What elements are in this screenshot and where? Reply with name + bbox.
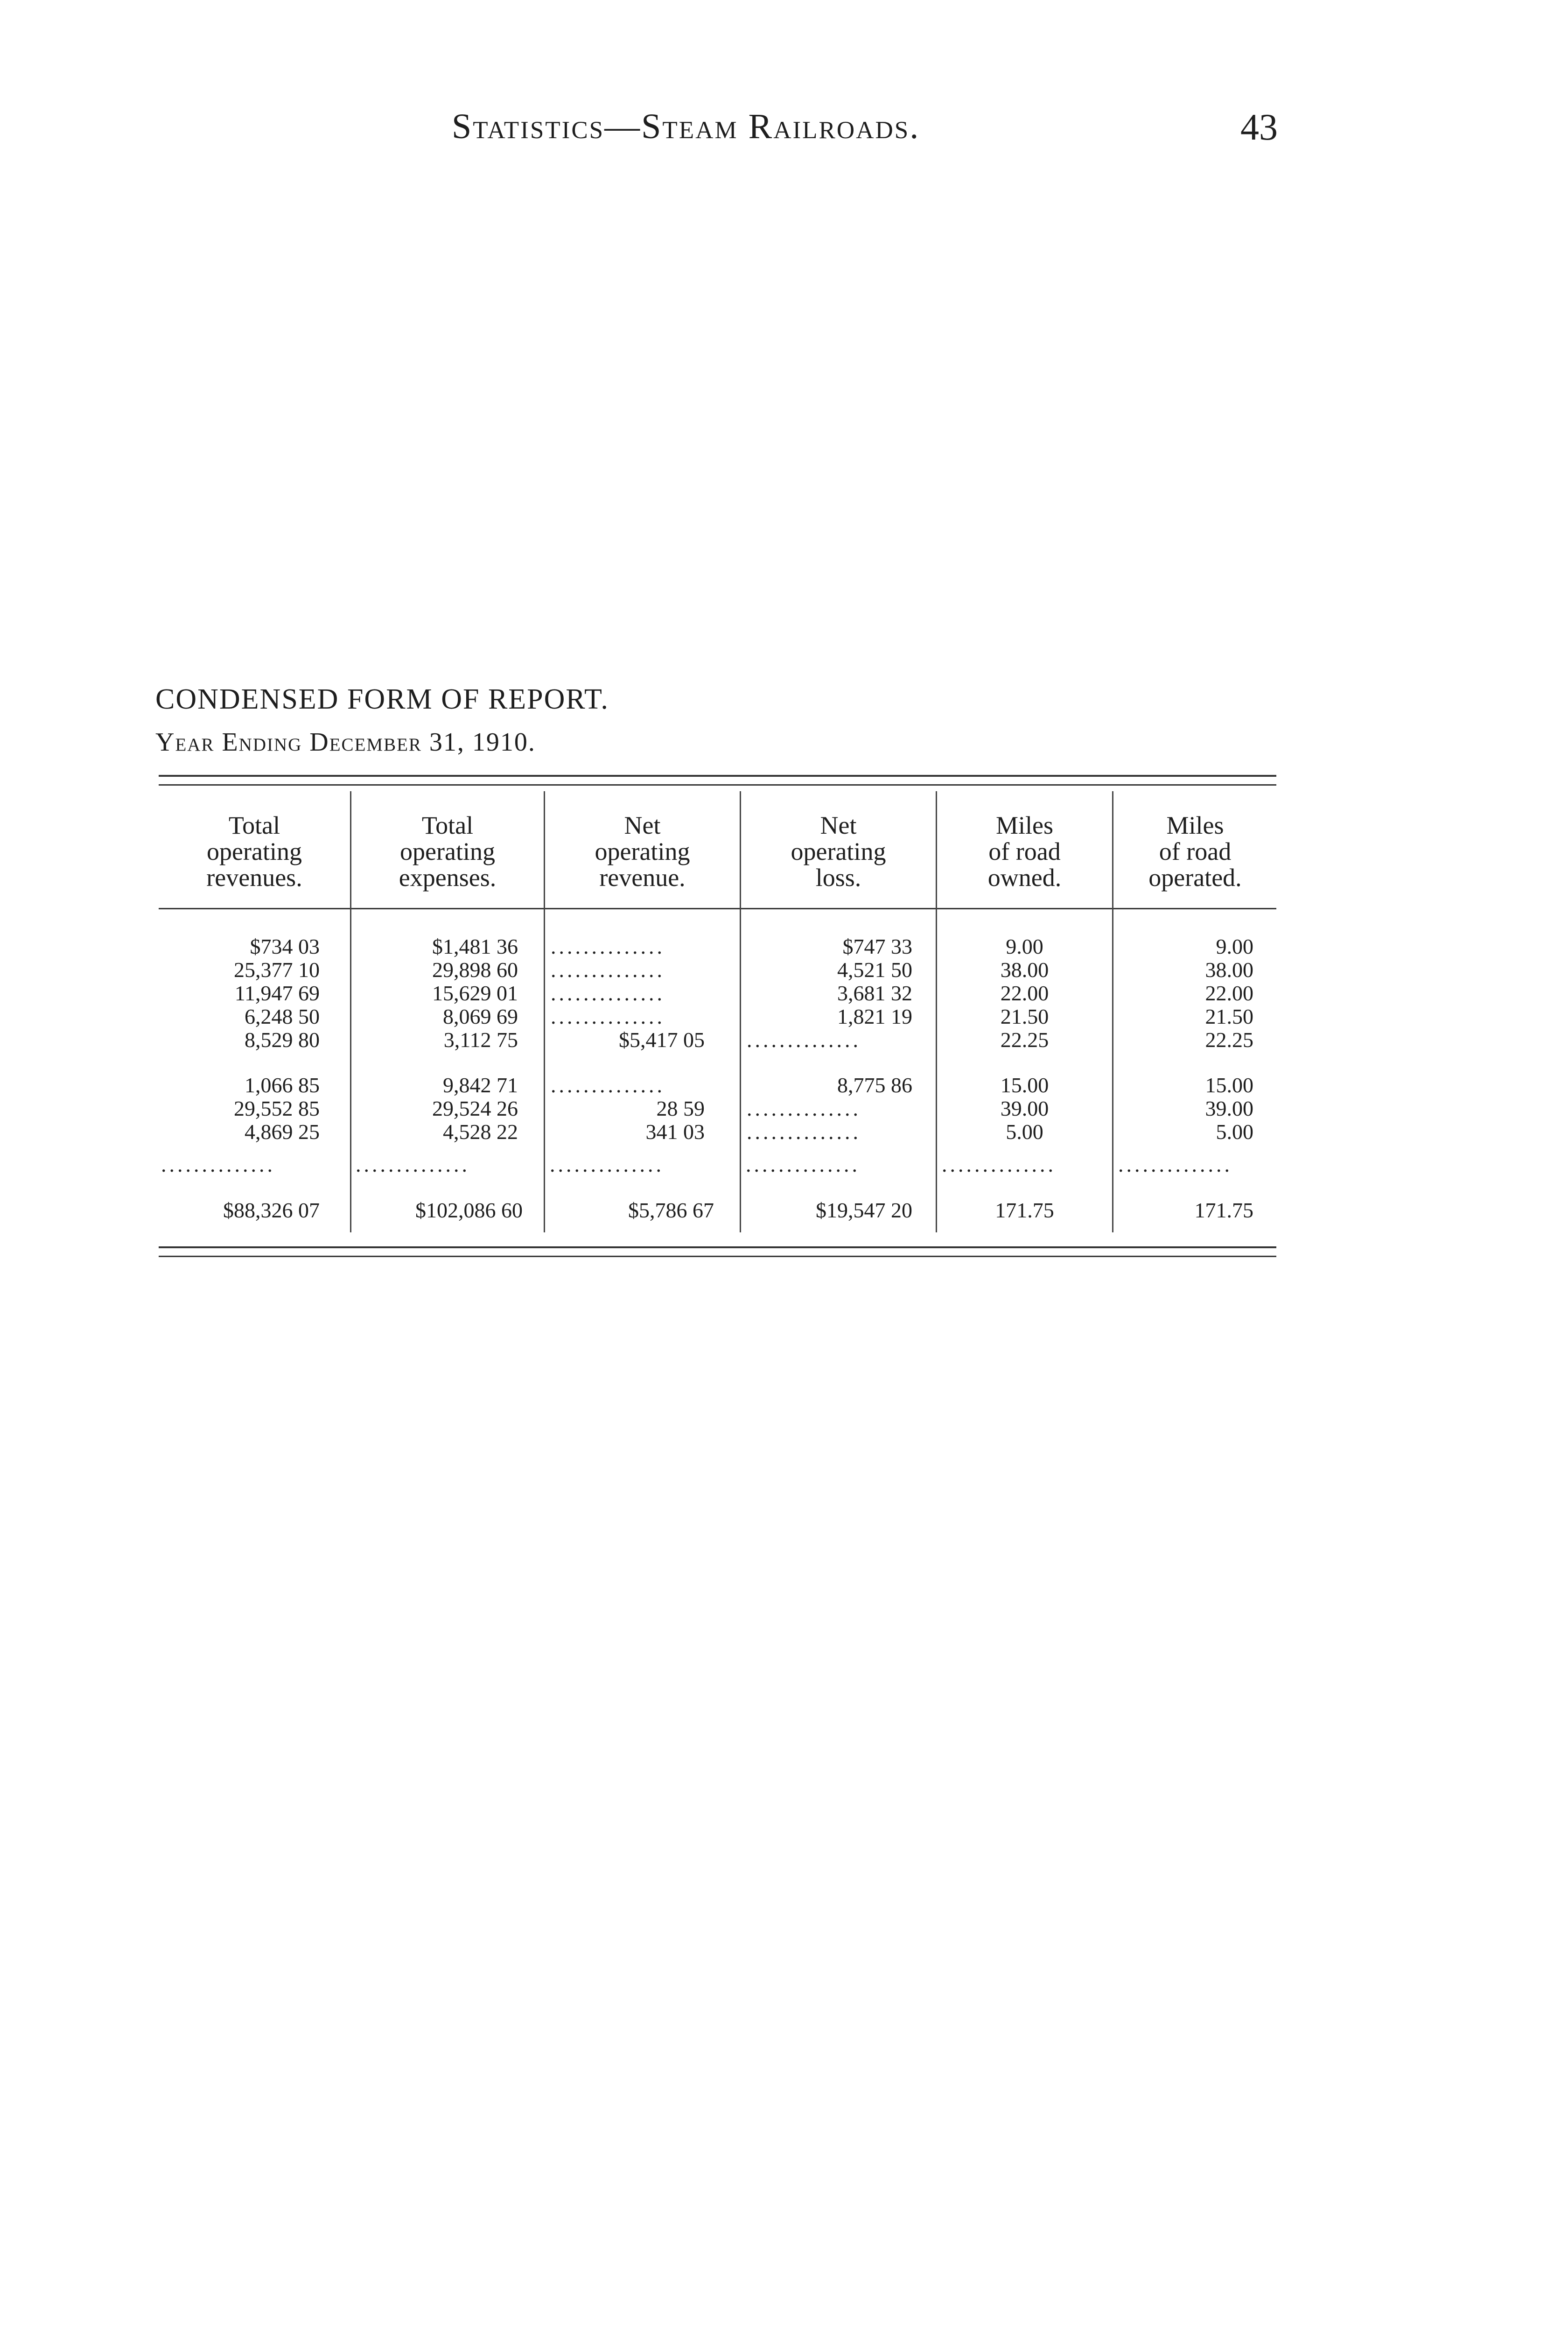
column-net-operating-loss	[747, 935, 929, 1144]
leader-dots: ..............	[551, 1074, 665, 1097]
leader-dots: ..............	[746, 1153, 860, 1176]
table-cell: 21.50	[1000, 1005, 1049, 1028]
table-cell: 29,552 85	[234, 1097, 320, 1120]
header-total-operating-revenues: Total operating revenues.	[206, 811, 302, 892]
table-cell: 4,528 22	[443, 1120, 518, 1144]
table-cell: 1,066 85	[245, 1073, 320, 1097]
leader-dots: ..............	[942, 1153, 1056, 1176]
table-cell: 22.00	[1205, 981, 1253, 1005]
table-cell: 22.25	[1000, 1028, 1049, 1052]
table-bottom-rule	[159, 1256, 1276, 1257]
leader-dots: ..............	[551, 1005, 665, 1028]
header-miles-operated: Miles of road operated.	[1148, 811, 1242, 892]
table-cell: 29,898 60	[432, 958, 518, 982]
table-cell: 3,112 75	[443, 1028, 518, 1052]
table-cell: 5.00	[1006, 1120, 1043, 1144]
column-net-operating-revenue	[551, 935, 714, 1144]
total-miles-operated: 171.75	[1194, 1198, 1253, 1222]
table-cell: 4,869 25	[245, 1120, 320, 1144]
header-total-operating-expenses: Total operating expenses.	[399, 811, 497, 892]
header-net-operating-revenue: Net operating revenue.	[595, 811, 690, 892]
table-cell: 15.00	[1205, 1073, 1253, 1097]
page-title: Statistics—Steam Railroads.	[452, 107, 920, 146]
leader-dots: ..............	[747, 1120, 861, 1144]
table-cell: 4,521 50	[837, 958, 912, 982]
table-cell: 38.00	[1205, 958, 1253, 982]
table-cell: 9.00	[1216, 935, 1253, 958]
total-expenses: $102,086 60	[415, 1198, 523, 1222]
table-cell: 8,069 69	[443, 1005, 518, 1028]
table-cell: 9,842 71	[443, 1073, 518, 1097]
header-net-operating-loss: Net operating loss.	[791, 811, 886, 892]
leader-dots: ..............	[161, 1153, 275, 1176]
table-cell: 39.00	[1205, 1097, 1253, 1120]
table-bottom-rule	[159, 1246, 1276, 1248]
table-cell: 5.00	[1216, 1120, 1253, 1144]
column-total-operating-expenses	[352, 935, 518, 1144]
table-cell: 39.00	[1000, 1097, 1049, 1120]
total-miles-owned: 171.75	[995, 1198, 1054, 1222]
table-cell: 22.25	[1205, 1028, 1253, 1052]
leader-dots: ..............	[356, 1153, 470, 1176]
table-cell: 28 59	[656, 1097, 705, 1120]
table-cell: $747 33	[842, 935, 912, 958]
leader-dots: ..............	[551, 982, 665, 1005]
table-top-rule	[159, 775, 1276, 777]
leader-dots: ..............	[550, 1153, 664, 1176]
table-cell: 25,377 10	[234, 958, 320, 982]
column-miles-operated	[1113, 935, 1253, 1144]
total-net-loss: $19,547 20	[816, 1198, 912, 1222]
table-cell: $5,417 05	[619, 1028, 705, 1052]
table-cell: 15,629 01	[432, 981, 518, 1005]
total-net-revenue: $5,786 67	[628, 1198, 714, 1222]
table-cell: 38.00	[1000, 958, 1049, 982]
table-cell: 9.00	[1006, 935, 1043, 958]
table-cell: $734 03	[250, 935, 320, 958]
header-bottom-rule	[159, 908, 1276, 909]
total-revenues: $88,326 07	[223, 1198, 320, 1222]
report-subtitle: Year Ending December 31, 1910.	[155, 728, 536, 757]
table-cell: 22.00	[1000, 981, 1049, 1005]
table-cell: 8,775 86	[837, 1073, 912, 1097]
leader-dots: ..............	[747, 1097, 861, 1120]
column-miles-owned	[937, 935, 1112, 1144]
leader-dots: ..............	[747, 1028, 861, 1052]
table-cell: 341 03	[645, 1120, 705, 1144]
leader-dots: ..............	[551, 958, 665, 982]
table-cell: 3,681 32	[837, 981, 912, 1005]
table-cell: 15.00	[1000, 1073, 1049, 1097]
table-cell: 8,529 80	[245, 1028, 320, 1052]
table-cell: 29,524 26	[432, 1097, 518, 1120]
table-cell: $1,481 36	[432, 935, 518, 958]
column-total-operating-revenues	[159, 935, 320, 1144]
table-cell: 11,947 69	[234, 981, 320, 1005]
leader-dots: ..............	[551, 935, 665, 958]
table-cell: 21.50	[1205, 1005, 1253, 1028]
leader-dots: ..............	[1118, 1153, 1232, 1176]
table-top-rule	[159, 784, 1276, 786]
table-cell: 1,821 19	[837, 1005, 912, 1028]
report-title: CONDENSED FORM OF REPORT.	[155, 683, 609, 715]
table-cell: 6,248 50	[245, 1005, 320, 1028]
header-miles-owned: Miles of road owned.	[987, 811, 1062, 892]
page-number: 43	[1240, 107, 1278, 148]
